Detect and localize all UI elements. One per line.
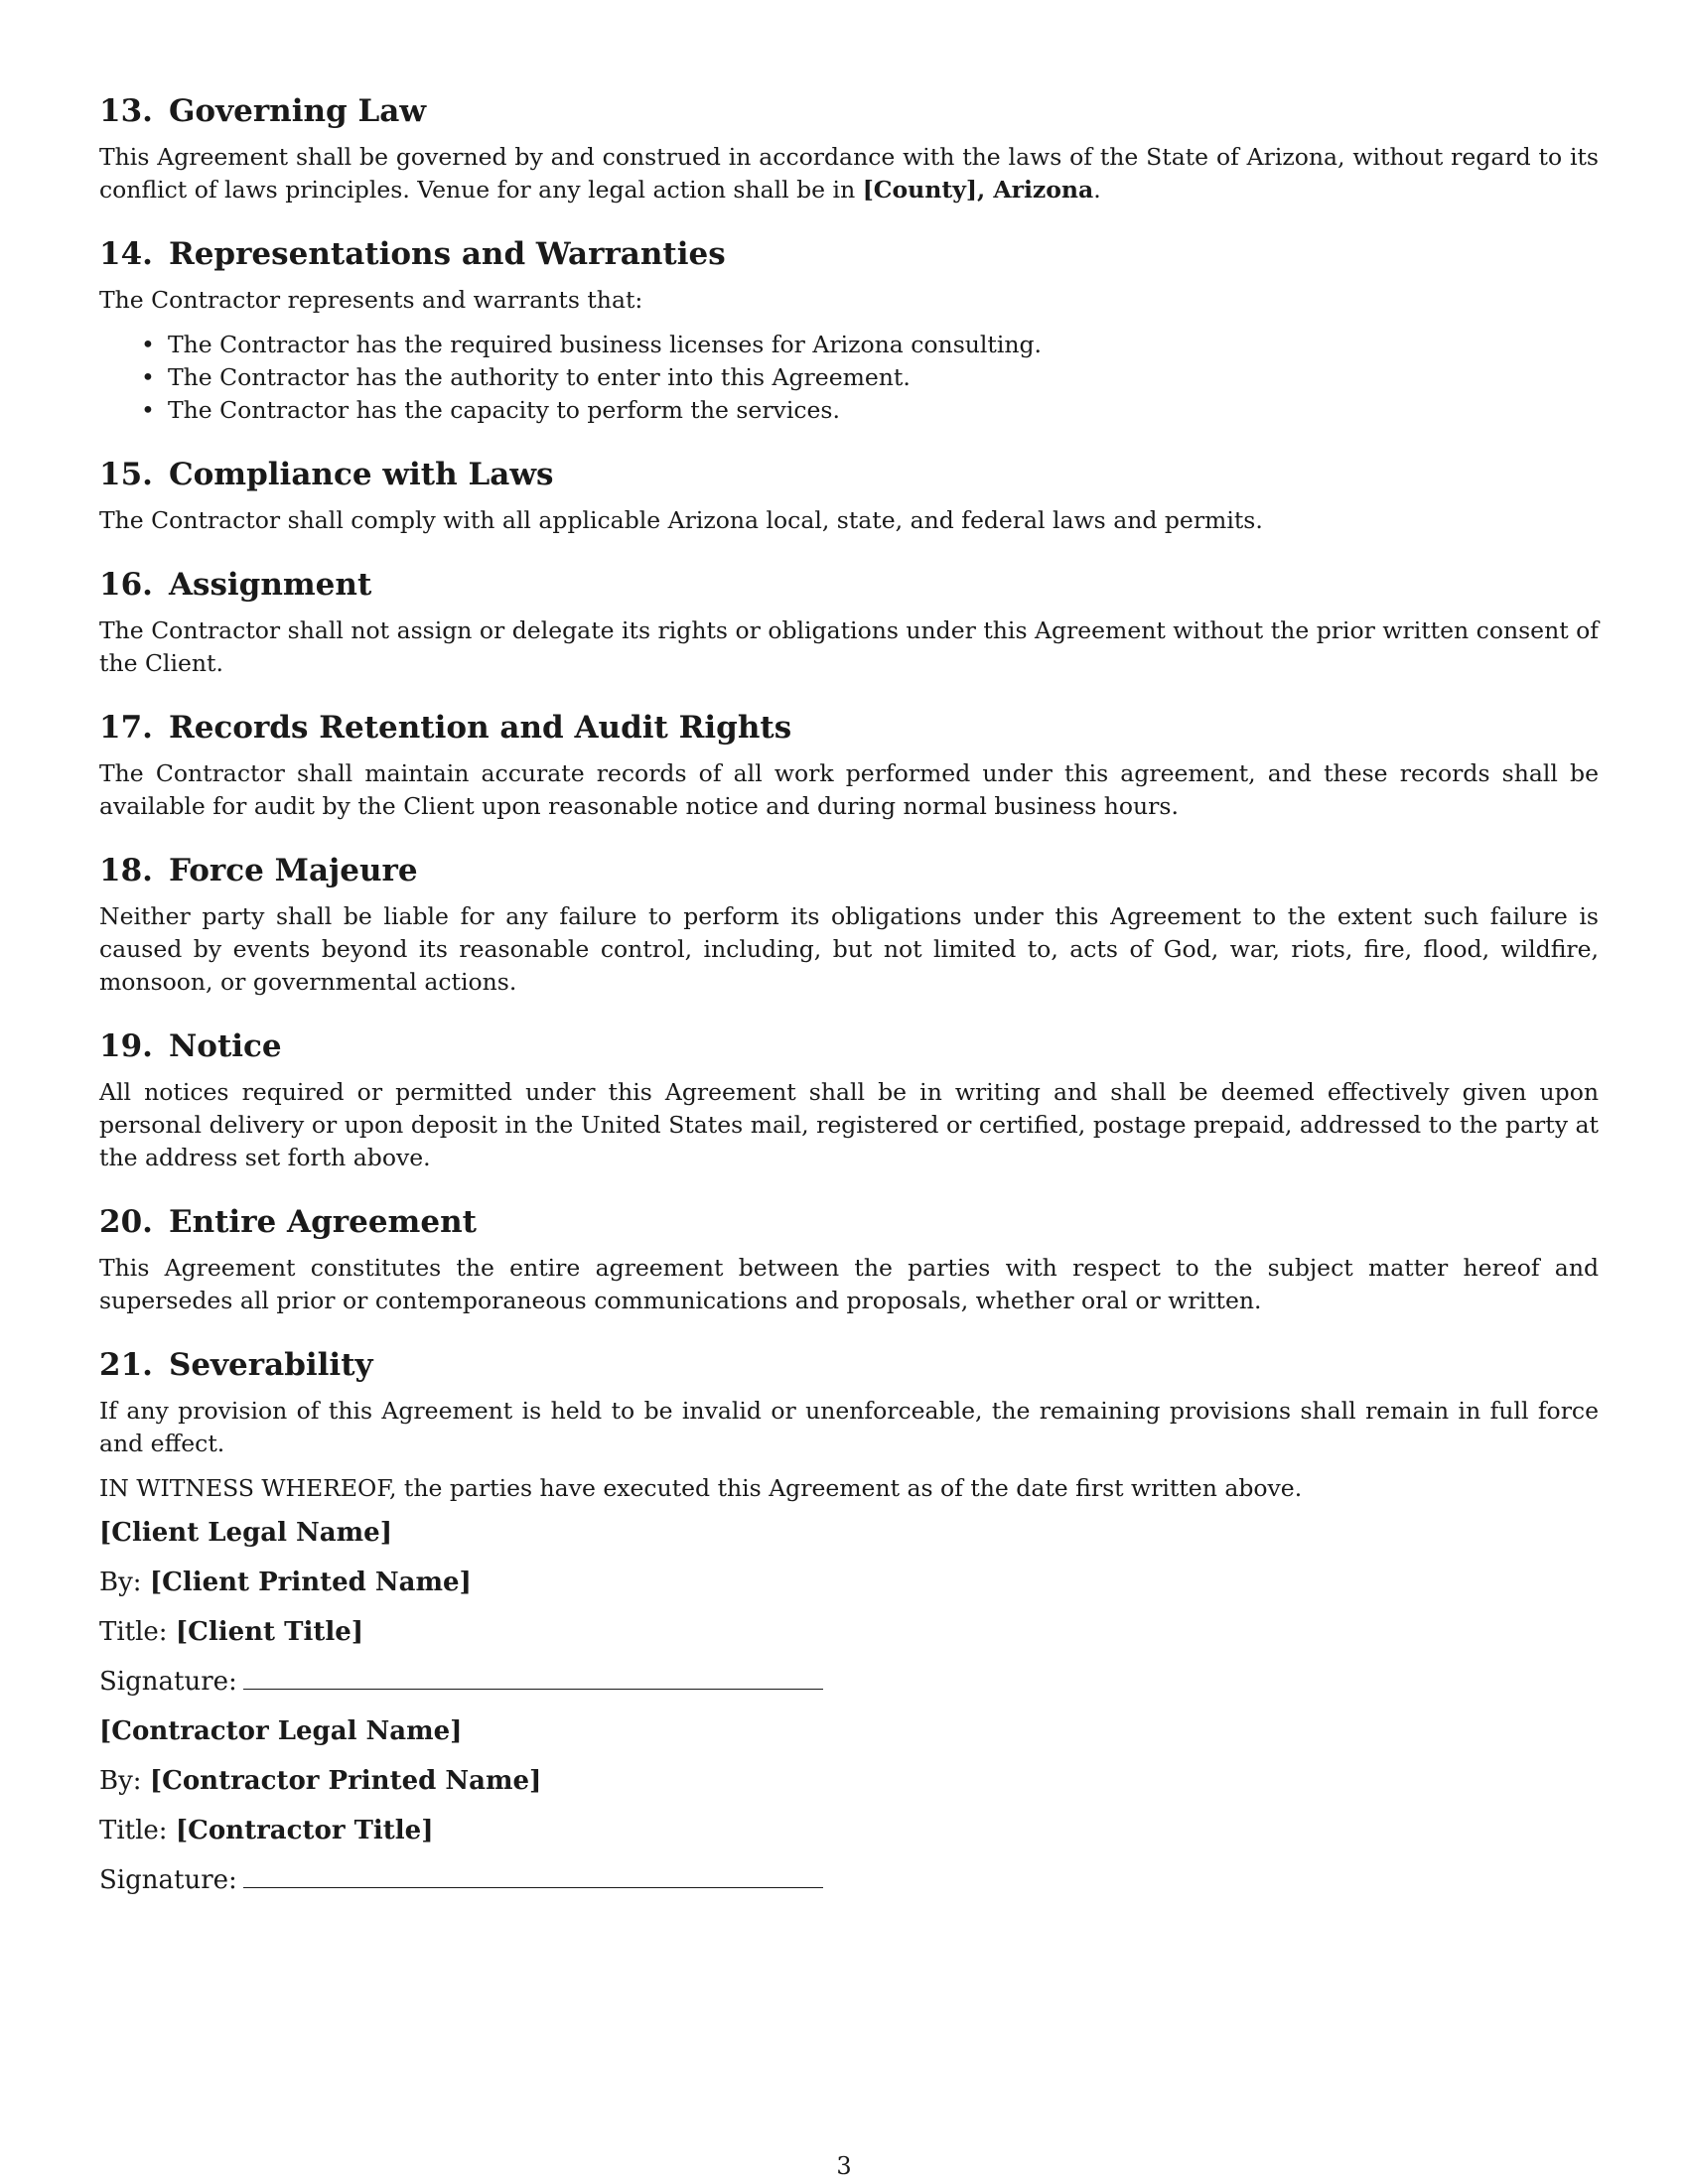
- section-body: If any provision of this Agreement is held to be invalid or unenforceable, the remaining provisions shall remain in full force and effect.: [99, 1397, 1599, 1457]
- section-heading: [99, 1202, 1599, 1242]
- list-item-text: The Contractor has the authority to enter into this Agreement.: [168, 363, 911, 391]
- signature-label: Signature:: [99, 1667, 237, 1697]
- section-heading: [99, 234, 1599, 274]
- body-text: This Agreement shall be governed by and construed in accordance with the laws of the State of Arizona, without regard to its conflict of laws principles. Venue for any legal action shall be in: [99, 143, 1599, 204]
- client-legal-name: [99, 1515, 1599, 1551]
- contractor-legal-name-value: [Contractor Legal Name]: [99, 1716, 463, 1746]
- section-heading: [99, 1026, 1599, 1066]
- bullet-icon: •: [141, 363, 155, 391]
- section-title: Force Majeure: [168, 853, 418, 888]
- section-severability: [99, 1345, 1599, 1460]
- section-force-majeure: [99, 851, 1599, 999]
- section-number: 20.: [99, 1204, 153, 1240]
- section-heading: [99, 565, 1599, 605]
- section-entire-agreement: [99, 1202, 1599, 1317]
- section-records-retention: [99, 708, 1599, 823]
- section-number: 21.: [99, 1347, 153, 1383]
- section-body: The Contractor shall maintain accurate records of all work performed under this agreement, and these records shall be available for audit by the Client upon reasonable notice and during normal business hours.: [99, 759, 1599, 820]
- contractor-signature-line: [99, 1862, 1599, 1898]
- list-item: [99, 361, 1599, 394]
- client-signature-block: [99, 1515, 1599, 1700]
- title-label: Title:: [99, 1617, 168, 1647]
- page-number: 3: [836, 2152, 852, 2180]
- list-item: [99, 329, 1599, 361]
- section-title: Compliance with Laws: [168, 457, 554, 492]
- contractor-legal-name: [99, 1713, 1599, 1749]
- bullet-icon: •: [141, 331, 155, 358]
- by-label: By:: [99, 1766, 142, 1796]
- section-body: [99, 141, 1599, 206]
- list-item: [99, 394, 1599, 427]
- section-body: The Contractor shall not assign or delegate its rights or obligations under this Agreement without the prior written consent of the Client.: [99, 616, 1599, 677]
- section-number: 14.: [99, 236, 153, 272]
- section-heading: [99, 708, 1599, 748]
- section-heading: [99, 1345, 1599, 1385]
- by-label: By:: [99, 1568, 142, 1597]
- list-item-text: The Contractor has the capacity to perform the services.: [168, 396, 840, 424]
- section-heading: [99, 851, 1599, 890]
- contractor-by-line: [99, 1763, 1599, 1799]
- section-title: Assignment: [168, 567, 372, 603]
- client-title: [Client Title]: [175, 1617, 364, 1647]
- section-heading: [99, 455, 1599, 494]
- body-text-end: .: [1093, 176, 1101, 204]
- section-assignment: [99, 565, 1599, 680]
- bullet-icon: •: [141, 396, 155, 424]
- section-number: 19.: [99, 1028, 153, 1064]
- section-number: 17.: [99, 710, 153, 746]
- client-legal-name-value: [Client Legal Name]: [99, 1518, 393, 1548]
- section-title: Records Retention and Audit Rights: [168, 710, 792, 746]
- signature-label: Signature:: [99, 1865, 237, 1895]
- witness-statement: IN WITNESS WHEREOF, the parties have executed this Agreement as of the date first written above.: [99, 1474, 1303, 1502]
- section-body: This Agreement constitutes the entire agreement between the parties with respect to the subject matter hereof and supersedes all prior or contemporaneous communications and proposals, whether oral or written.: [99, 1254, 1599, 1314]
- section-number: 16.: [99, 567, 153, 603]
- section-body: The Contractor shall comply with all applicable Arizona local, state, and federal laws and permits.: [99, 506, 1263, 534]
- section-number: 13.: [99, 93, 153, 129]
- document-page: [99, 91, 1599, 1912]
- section-title: Notice: [168, 1028, 282, 1064]
- section-body: Neither party shall be liable for any failure to perform its obligations under this Agreement to the extent such failure is caused by events beyond its reasonable control, including, but not limited to, acts of God, war, riots, fire, flood, wildfire, monsoon, or governmental actions.: [99, 902, 1599, 996]
- client-printed-name: [Client Printed Name]: [149, 1568, 472, 1597]
- section-title: Severability: [168, 1347, 373, 1383]
- section-body: All notices required or permitted under this Agreement shall be in writing and shall be deemed effectively given upon personal delivery or upon deposit in the United States mail, registered or certified, postage prepaid, addressed to the party at the address set forth above.: [99, 1078, 1599, 1171]
- section-body: The Contractor represents and warrants that:: [99, 286, 643, 314]
- section-title: Entire Agreement: [168, 1204, 477, 1240]
- section-governing-law: [99, 91, 1599, 206]
- title-label: Title:: [99, 1816, 168, 1845]
- section-title: Representations and Warranties: [168, 236, 726, 272]
- section-heading: [99, 91, 1599, 131]
- section-number: 15.: [99, 457, 153, 492]
- section-notice: [99, 1026, 1599, 1174]
- client-by-line: [99, 1565, 1599, 1600]
- client-title-line: [99, 1614, 1599, 1650]
- venue-placeholder: [County], Arizona: [862, 176, 1094, 204]
- contractor-title: [Contractor Title]: [175, 1816, 434, 1845]
- contractor-printed-name: [Contractor Printed Name]: [149, 1766, 542, 1796]
- section-number: 18.: [99, 853, 153, 888]
- contractor-signature-field[interactable]: [243, 1863, 823, 1888]
- client-signature-line: [99, 1664, 1599, 1700]
- list-item-text: The Contractor has the required business licenses for Arizona consulting.: [168, 331, 1043, 358]
- contractor-signature-block: [99, 1713, 1599, 1898]
- section-representations-warranties: [99, 234, 1599, 427]
- contractor-title-line: [99, 1813, 1599, 1848]
- client-signature-field[interactable]: [243, 1665, 823, 1690]
- section-title: Governing Law: [168, 93, 427, 129]
- section-compliance-with-laws: [99, 455, 1599, 537]
- warranty-list: [99, 329, 1599, 427]
